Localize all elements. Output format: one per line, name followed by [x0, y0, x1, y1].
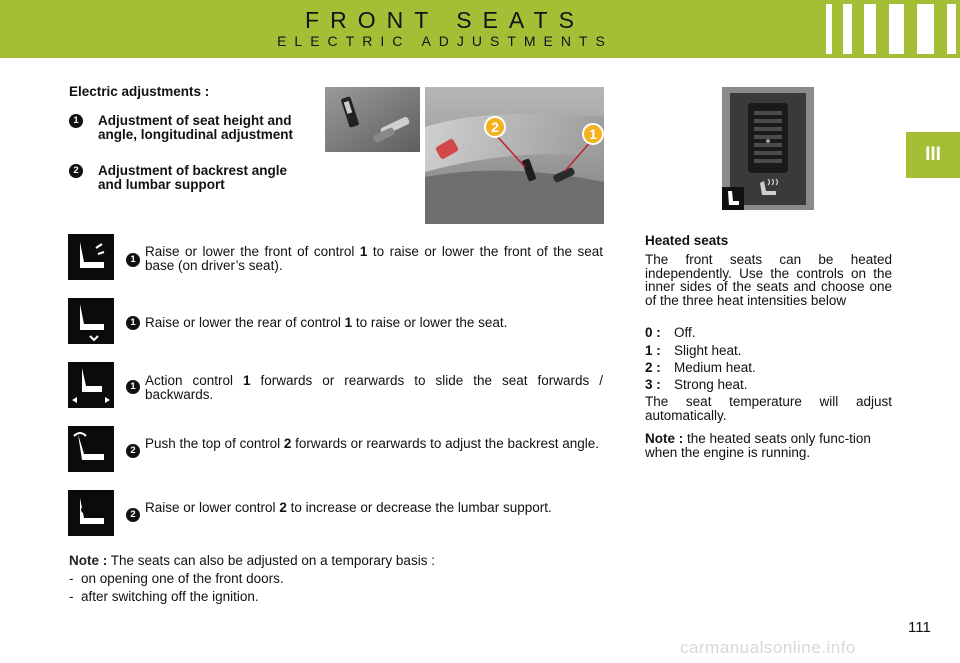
page-header — [0, 0, 960, 58]
heat-level-2: 2 : Medium heat. — [645, 360, 756, 375]
step-2-bullet-icon: 1 — [126, 316, 140, 330]
heated-seats-auto: The seat temperature will adjust automatically. — [645, 394, 892, 423]
step-slide: Action control 1 forwards or rearwards to slide the seat forwards / backwards. — [145, 373, 603, 402]
page-subtitle: ELECTRIC ADJUSTMENTS — [277, 33, 613, 49]
temporary-note: Note : The seats can also be adjusted on a temporary basis : — [69, 553, 435, 568]
lumbar-support-icon — [68, 490, 114, 536]
step-4-bullet-icon: 2 — [126, 444, 140, 458]
bullet-2-icon: 2 — [69, 164, 83, 178]
control-2-label: 2 — [491, 119, 499, 135]
header-stripes — [816, 0, 960, 58]
step-lumbar: Raise or lower control 2 to increase or decrease the lumbar support. — [145, 500, 552, 515]
heated-seats-note: Note : the heated seats only func-tion when the engine is running. — [645, 431, 871, 460]
page-number: 111 — [908, 619, 931, 636]
heat-level-1: 1 : Slight heat. — [645, 343, 742, 358]
seat-slide-icon — [68, 362, 114, 408]
step-seat-height: Raise or lower the rear of control 1 to raise or lower the seat. — [145, 315, 508, 330]
heated-seat-control-photo — [722, 87, 814, 210]
step-5-bullet-icon: 2 — [126, 508, 140, 522]
step-front-height: Raise or lower the front of control 1 to raise or lower the front of the seat base (on driver’s seat). — [145, 244, 603, 273]
heated-seats-intro: The front seats can be heated independently. Use the controls on the inner sides of the seats and choose one of the three heat intensities below — [645, 252, 892, 308]
heat-level-3: 3 : Strong heat. — [645, 377, 748, 392]
backrest-angle-icon — [68, 426, 114, 472]
bullet-1-icon: 1 — [69, 114, 83, 128]
seat-control-photo-small — [325, 87, 420, 152]
seat-height-icon — [68, 298, 114, 344]
step-1-bullet-icon: 1 — [126, 253, 140, 267]
note-item-ignition: - after switching off the ignition. — [69, 589, 259, 604]
heat-level-0: 0 : Off. — [645, 325, 696, 340]
note-item-doors: - on opening one of the front doors. — [69, 571, 284, 586]
chapter-tab[interactable] — [906, 132, 960, 178]
seat-front-tilt-icon — [68, 234, 114, 280]
page-title: FRONT SEATS — [305, 7, 585, 33]
step-backrest: Push the top of control 2 forwards or rearwards to adjust the backrest angle. — [145, 436, 600, 451]
watermark: carmanualsonline.info — [680, 638, 856, 657]
intro-title: Electric adjustments : — [69, 84, 210, 99]
intro-item-2: Adjustment of backrest angle and lumbar support — [98, 163, 288, 192]
seat-side-photo — [425, 87, 604, 224]
step-3-bullet-icon: 1 — [126, 380, 140, 394]
heated-seats-title: Heated seats — [645, 233, 729, 248]
intro-item-1: Adjustment of seat height and angle, longitudinal adjustment — [98, 113, 294, 142]
control-1-label: 1 — [589, 126, 597, 142]
chapter-tab-label: III — [925, 144, 941, 165]
